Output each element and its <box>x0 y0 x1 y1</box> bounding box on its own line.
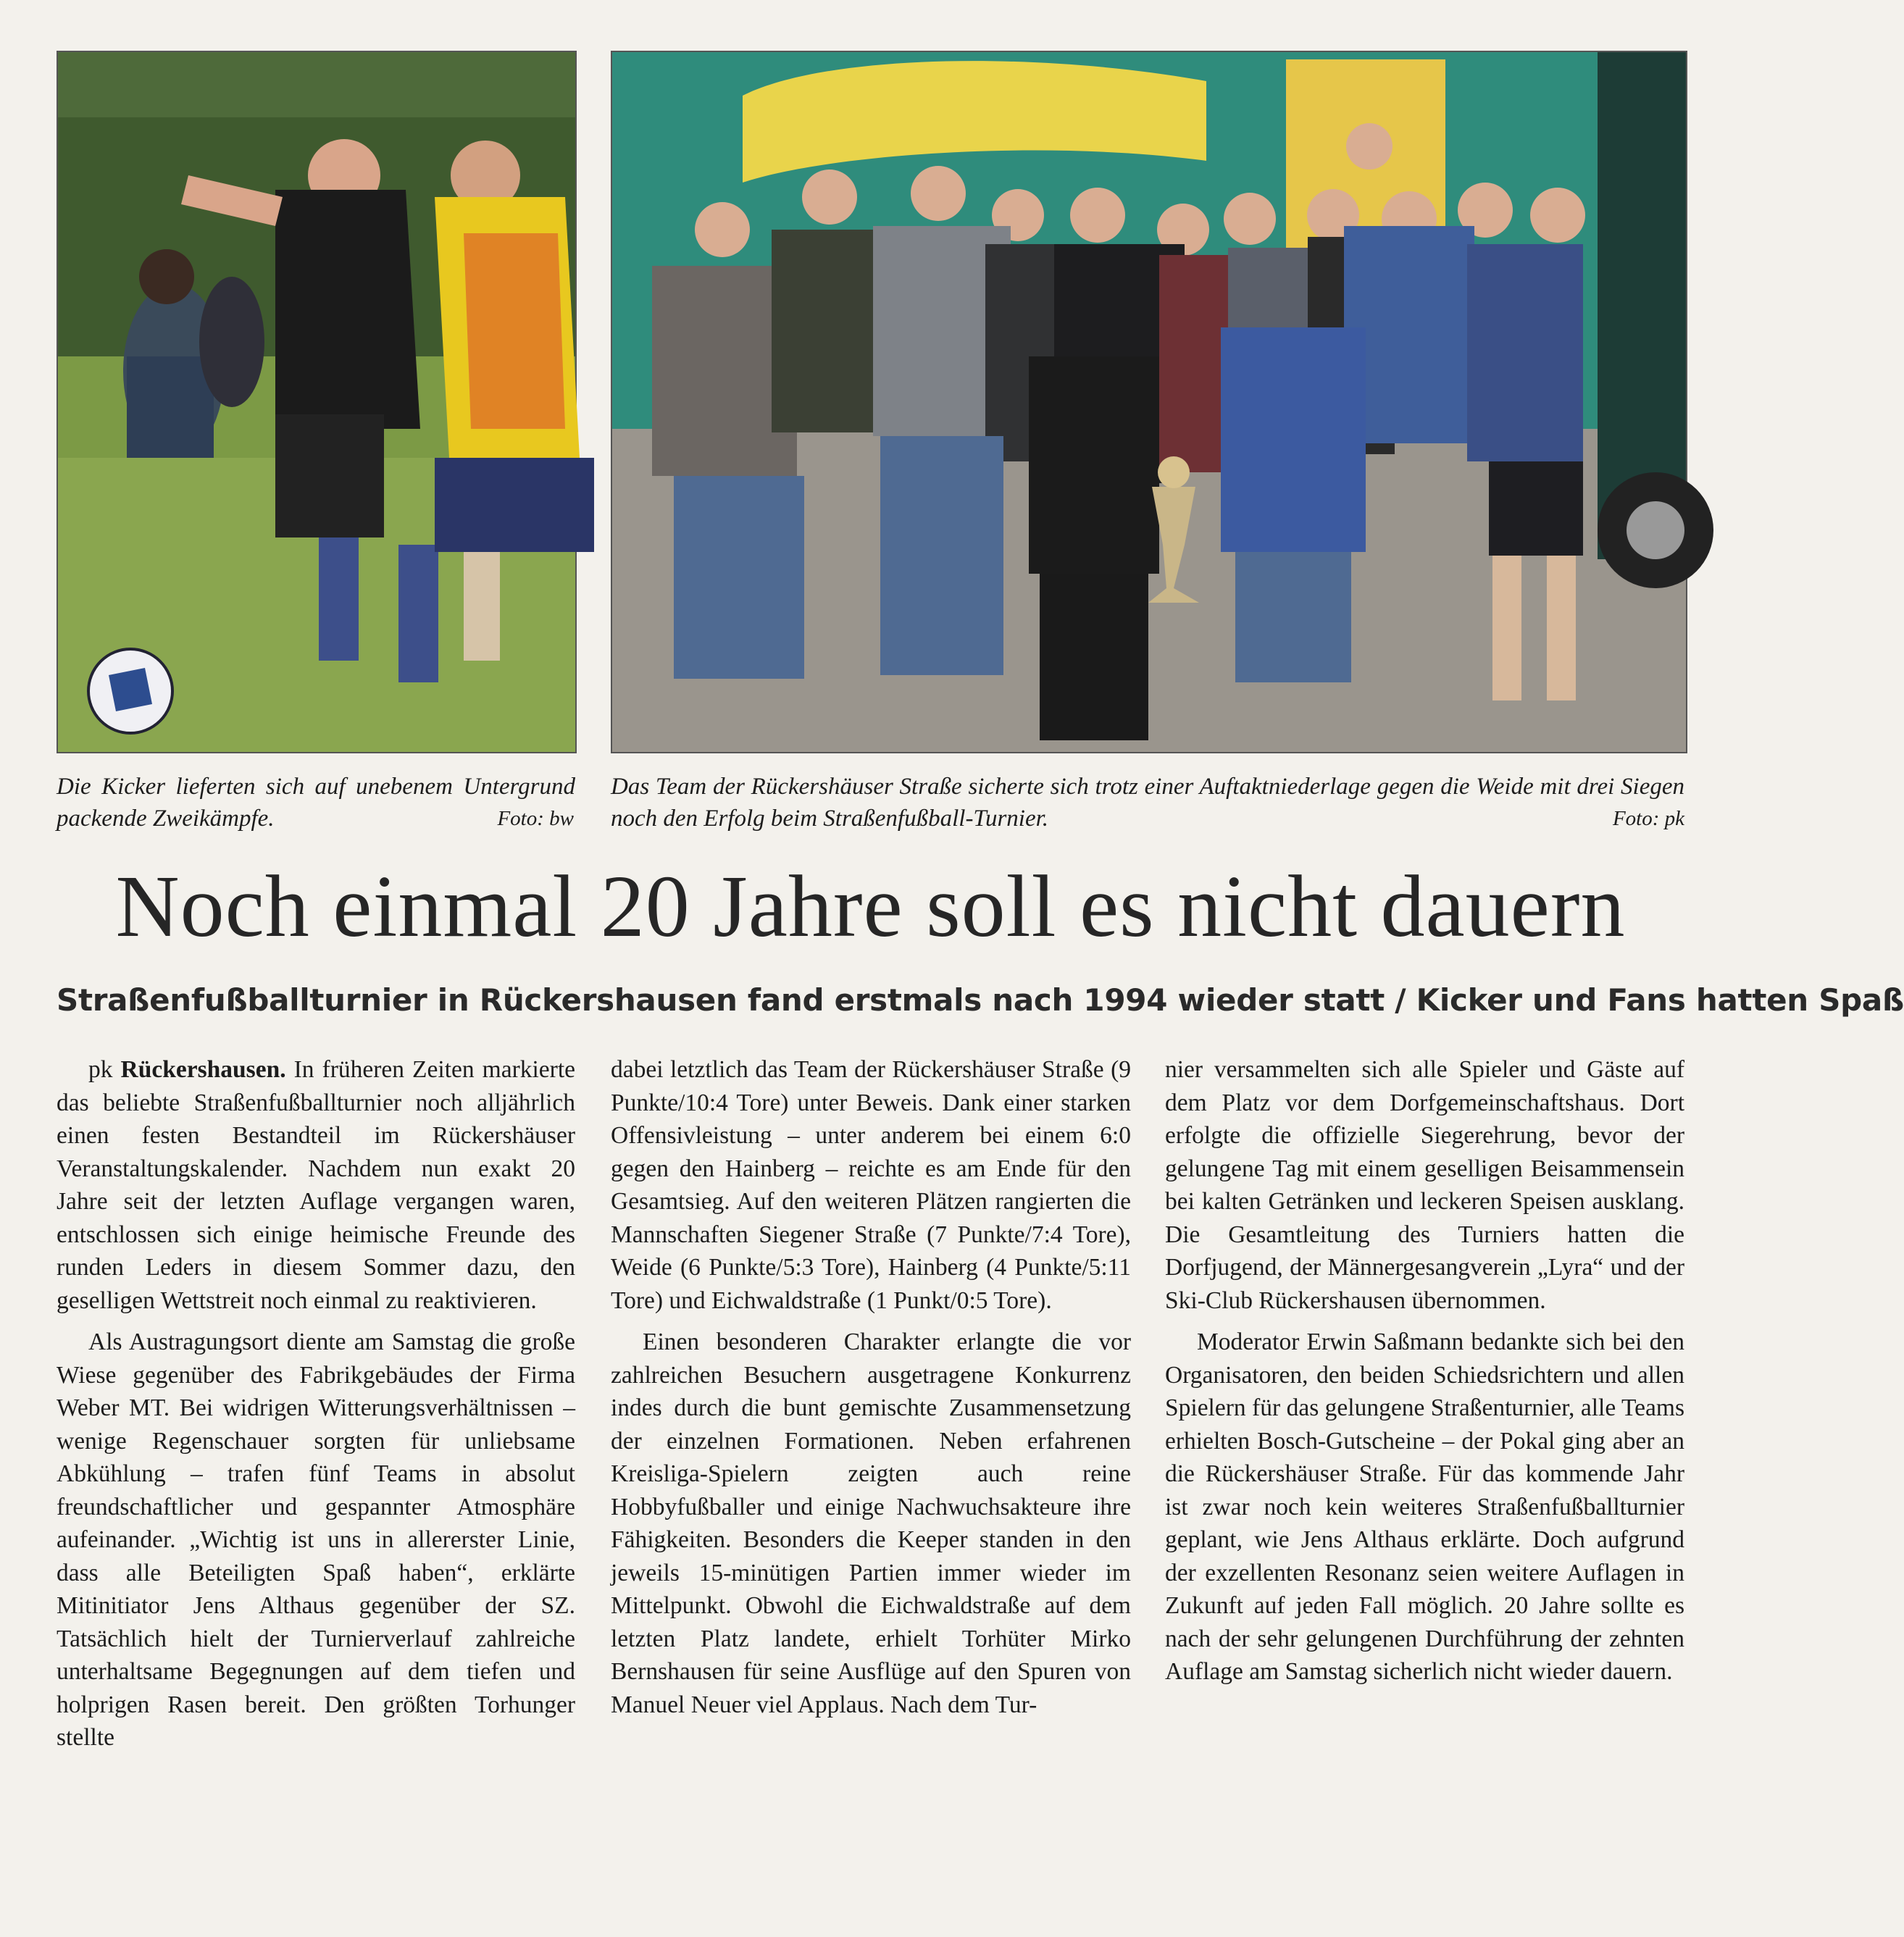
photo-credit: Foto: pk <box>1612 807 1684 830</box>
caption-text: Das Team der Rückershäuser Straße sicherte sich trotz einer Auftaktniederlage gegen die Weide mit drei Siegen noch den Erfolg beim Straßenfußball-Turnier. <box>611 774 1684 832</box>
article-paragraph: nier versammelten sich alle Spieler und Gäste auf dem Platz vor dem Dorfgemeinschaftshaus. Dort erfolgte die offizielle Siegerehrung, bevor der gelungene Tag mit einem geselligen Beisammensein bei kalten Getränken und leckeren Speisen ausklang. Die Gesamtleitung des Turniers hatten die Dorfjugend, der Männergesangverein „Lyra“ und der Ski-Club Rückershausen übernommen. <box>1165 1056 1684 1314</box>
article-paragraph <box>57 1053 575 1317</box>
photo-caption-left <box>57 771 575 834</box>
article-column-1 <box>57 1053 575 1763</box>
article-headline: Noch einmal 20 Jahre soll es nicht dauern <box>115 858 1626 955</box>
caption-text: Die Kicker lieferten sich auf unebenem Untergrund packende Zweikämpfe. <box>57 774 575 832</box>
team-trophy-photo <box>611 51 1687 753</box>
team-trophy-illustration <box>612 52 1686 752</box>
article-paragraph: Als Austragungsort diente am Samstag die große Wiese gegenüber des Fabrikgebäudes der Firma Weber MT. Bei widrigen Witterungsverhältnissen – wenige Regenschauer sorgten für unliebsame Abkühlung – trafen fünf Teams in absolut freundschaftlicher und gespannter Atmosphäre aufeinander. „Wichtig ist uns in allererster Linie, dass alle Beteiligten Spaß haben“, erklärte Mitinitiator Jens Althaus gegenüber der SZ. Tatsächlich hielt der Turnierverlauf zahlreiche unterhaltsame Begegnungen auf dem tiefen und holprigen Rasen bereit. Den größten Torhunger stellte <box>57 1329 575 1751</box>
article-subheadline: Straßenfußballturnier in Rückershausen fand erstmals nach 1994 wieder statt / Kicker und Fans hatten Spaß <box>57 982 1904 1018</box>
photo-credit: Foto: bw <box>497 807 574 830</box>
article-paragraph: dabei letztlich das Team der Rückershäuser Straße (9 Punkte/10:4 Tore) unter Beweis. Dank einer starken Offensivleistung – unter anderem bei einem 6:0 gegen den Hainberg – reichte es am Ende für den Gesamtsieg. Auf den weiteren Plätzen rangierten die Mannschaften Siegener Straße (7 Punkte/7:4 Tore), Weide (6 Punkte/5:3 Tore), Hainberg (4 Punkte/5:11 Tore) und Eichwaldstraße (1 Punkt/0:5 Tore). <box>611 1056 1131 1314</box>
paragraph-text: In früheren Zeiten markierte das beliebte Straßenfußballturnier noch alljährlich einen festen Bestandteil im Rückershäuser Veranstaltungskalender. Nachdem nun exakt 20 Jahre seit der letzten Auflage vergangen waren, entschlossen sich einige heimische Freunde des runden Leders in diesem Sommer dazu, den geselligen Wettstreit noch einmal zu reaktivieren. <box>57 1056 576 1314</box>
football-duel-photo <box>57 51 577 753</box>
dateline: Rückershausen. <box>120 1056 286 1083</box>
article-column-3 <box>1165 1053 1684 1697</box>
article-column-2 <box>611 1053 1131 1730</box>
article-paragraph: Moderator Erwin Saßmann bedankte sich bei den Organisatoren, den beiden Schiedsrichtern und allen Spielern für das gelungene Straßenturnier, alle Teams erhielten Bosch-Gutscheine – der Pokal ging aber an die Rückershäuser Straße. Für das kommende Jahr ist zwar noch kein weiteres Straßenfußballturnier geplant, wie Jens Althaus erklärte. Doch aufgrund der exzellenten Resonanz seien weitere Auflagen in Zukunft auf jeden Fall möglich. 20 Jahre sollte es nach der sehr gelungenen Durchführung der zehnten Auflage am Samstag sicherlich nicht wieder dauern. <box>1165 1329 1684 1685</box>
author-initials: pk <box>88 1056 113 1083</box>
photo-caption-right <box>611 771 1684 834</box>
football-duel-illustration <box>58 52 575 752</box>
article-paragraph: Einen besonderen Charakter erlangte die vor zahlreichen Besuchern ausgetragene Konkurrenz indes durch die bunt gemischte Zusammensetzung der einzelnen Formationen. Neben erfahrenen Kreisliga-Spielern zeigten auch reine Hobbyfußballer und einige Nachwuchsakteure ihre Fähigkeiten. Besonders die Keeper standen in den jeweils 15-minütigen Partien immer wieder im Mittelpunkt. Obwohl die Eichwaldstraße auf dem letzten Platz landete, erhielt Torhüter Mirko Bernshausen für seine Ausflüge auf den Spuren von Manuel Neuer viel Applaus. Nach dem Tur- <box>611 1329 1131 1718</box>
